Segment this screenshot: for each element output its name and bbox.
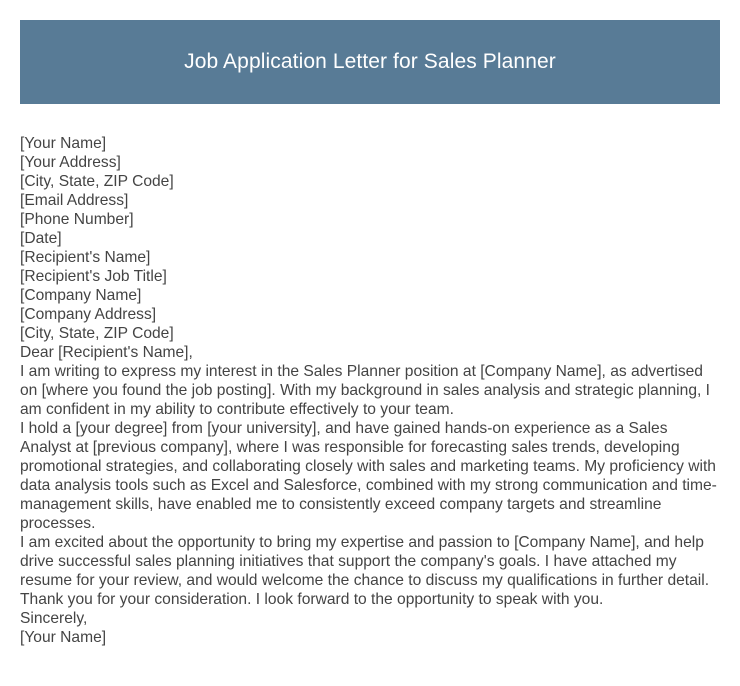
paragraph-motivation: I am excited about the opportunity to bring my expertise and passion to [Company Name], and help drive successful sales planning initiatives that support the company's goals. I have attached my resume for your review, and would welcome the chance to discuss my qualifications in further detail. [20,534,710,589]
salutation: Dear [Recipient's Name], [20,344,193,361]
closing: Sincerely, [20,610,88,627]
signature: [Your Name] [20,629,107,646]
recipient-name: [Recipient's Name] [20,249,151,266]
page-title: Job Application Letter for Sales Planner [184,50,556,73]
paragraph-experience: I hold a [your degree] from [your university], and have gained hands-on experience as a Sales Analyst at [previous company], where I was responsible for forecasting sales trends, developing promotional strategies, and collaborating closely with sales and marketing teams. My proficiency with data analysis tools such as Excel and Salesforce, combined with my strong communication and time-management skills, have enabled me to consistently exceed company targets and streamline processes. [20,420,717,532]
sender-city-state-zip: [City, State, ZIP Code] [20,173,174,190]
recipient-company: [Company Name] [20,287,142,304]
letter-date: [Date] [20,230,62,247]
paragraph-thanks: Thank you for your consideration. I look forward to the opportunity to speak with you. [20,591,604,608]
paragraph-intro: I am writing to express my interest in the Sales Planner position at [Company Name], as advertised on [where you found the job posting]. With my background in sales analysis and strategic planning, I am confident in my ability to contribute effectively to your team. [20,363,710,418]
recipient-city-state-zip: [City, State, ZIP Code] [20,325,174,342]
recipient-company-address: [Company Address] [20,306,157,323]
sender-address: [Your Address] [20,154,121,171]
sender-email: [Email Address] [20,192,129,209]
sender-phone: [Phone Number] [20,211,134,228]
letter-body [20,134,722,647]
letter-header [20,20,720,104]
recipient-job-title: [Recipient's Job Title] [20,268,167,285]
sender-name: [Your Name] [20,135,107,152]
